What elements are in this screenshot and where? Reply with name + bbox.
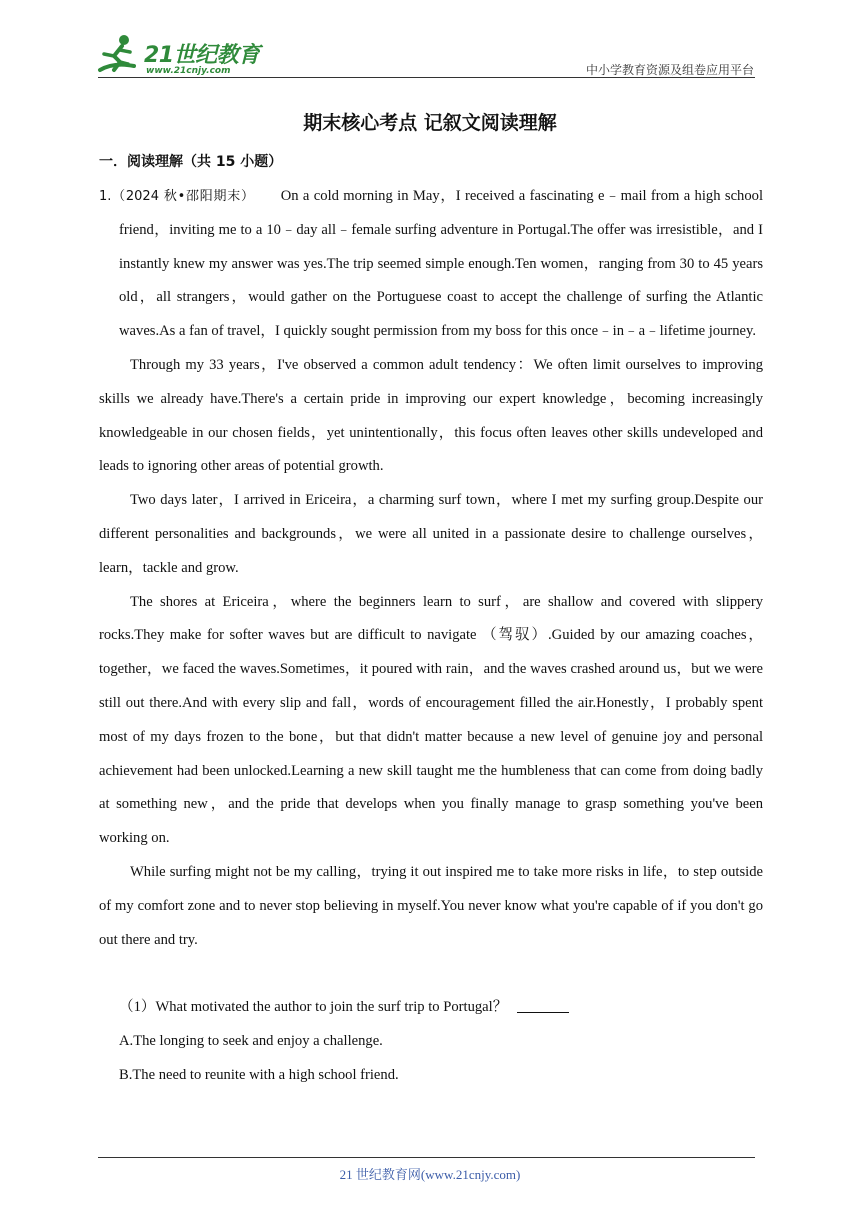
paragraph-text: On a cold morning in May，I received a fascinating e﹣mail from a high school friend，inviting me to a 10﹣day all﹣female surfing adventure in Portugal.The offer was irresistible，and I instantly knew my answer was yes.The trip seemed simple enough.Ten women，ranging from 30 to 45 years old，all strangers，would gather on the Portuguese coast to accept the challenge of surfing the Atlantic waves.As a fan of travel，I quickly sought permission from my boss for this once﹣in﹣a﹣lifetime journey. [119, 188, 763, 340]
platform-name: 中小学教育资源及组卷应用平台 [585, 63, 754, 77]
question-1-paragraph-2: Through my 33 years，I've observed a common adult tendency：We often limit ourselves to improving skills we already have.There's a certain pride in improving our expert knowledge，becoming increasingly knowledgeable in our chosen fields，yet unintentionally，this focus often leaves other skills undeveloped and leads to ignoring other areas of potential growth. [99, 356, 763, 475]
sub-question-text: （1）What motivated the author to join the surf trip to Portugal？ [119, 999, 508, 1016]
header-divider [98, 77, 755, 78]
runner-logo-icon [94, 32, 142, 76]
option-a[interactable]: A.The longing to seek and enjoy a challenge. [119, 1033, 383, 1050]
question-content [99, 180, 763, 1093]
spacer [99, 957, 763, 991]
page-header [0, 0, 860, 80]
sub-question-1 [99, 991, 763, 1025]
question-1-paragraph-1 [99, 180, 763, 349]
question-1-paragraph-3: Two days later，I arrived in Ericeira，a charming surf town，where I met my surfing group.Despite our different personalities and backgrounds，we were all united in a passionate desire to challenge ourselves，learn，tackle and grow. [99, 492, 763, 576]
document-title: 期末核心考点 记叙文阅读理解 [303, 112, 557, 134]
logo-text: 21世纪教育 [144, 43, 260, 68]
question-1-paragraph-4: The shores at Ericeira，where the beginners learn to surf，are shallow and covered with slippery rocks.They make for softer waves but are difficult to navigate （驾驭）.Guided by our amazing coaches，together，we faced the waves.Sometimes，it poured with rain，and the waves crashed around us，but we were still out there.And with every slip and fall，words of encouragement filled the air.Honestly，I probably spent most of my days frozen to the bone，but that didn't matter because a new level of genuine joy and personal achievement had been unlocked.Learning a new skill taught me the humbleness that can come from doing badly at something new，and the pride that develops when you finally manage to grasp something you've been working on. [99, 593, 763, 847]
question-1-paragraph-5: While surfing might not be my calling，trying it out inspired me to take more risks in life，to step outside of my comfort zone and to never stop believing in myself.You never know what you're capable of if you don't go out there and try. [99, 863, 763, 948]
site-logo[interactable] [94, 32, 264, 80]
question-number-source: 1.（2024 秋•邵阳期末） [99, 189, 255, 204]
section-heading: 一．阅读理解（共 15 小题） [99, 154, 283, 170]
footer-link[interactable]: 21 世纪教育网(www.21cnjy.com) [339, 1167, 521, 1182]
answer-blank[interactable] [517, 996, 569, 1013]
footer-divider [98, 1157, 755, 1158]
logo-url: www.21cnjy.com [146, 66, 231, 76]
option-b[interactable]: B.The need to reunite with a high school friend. [119, 1066, 399, 1083]
